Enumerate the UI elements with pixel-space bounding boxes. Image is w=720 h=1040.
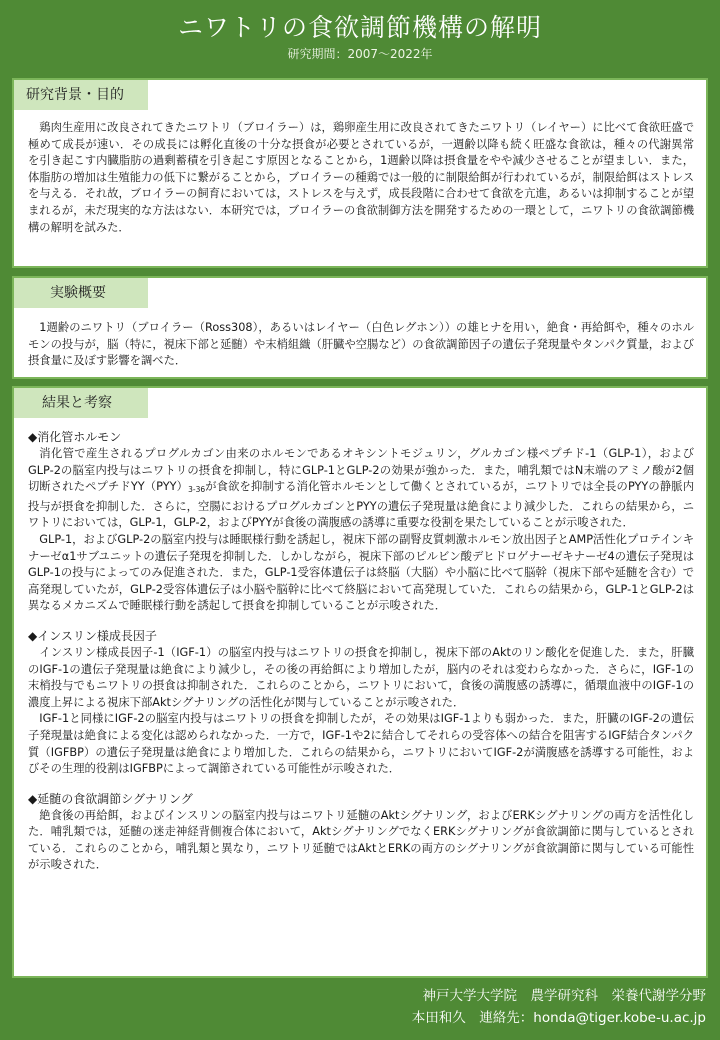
research-period: 研究期間：2007～2022年 xyxy=(287,47,433,61)
overview-paragraph: 1週齢のニワトリ（ブロイラー（Ross308），あるいはレイヤー（白色レグホン））の雄ヒナを用い，絶食・再給餌や，種々のホルモンの投与が，脳（特に，視床下部と延髄）や末梢組織（肝臓や空腸など）の食欲調節因子の遺伝子発現量やタンパク質量，および摂食量に及ぼす影響を調べた． xyxy=(28,321,694,368)
contact-text: 本田和久 連絡先：honda@tiger.kobe-u.ac.jp xyxy=(411,1010,706,1026)
results-section xyxy=(12,386,708,978)
section-heading: 結果と考察 xyxy=(14,388,148,418)
poster-header xyxy=(0,0,720,72)
poster-footer xyxy=(6,985,706,1029)
background-paragraph: 鶏肉生産用に改良されてきたニワトリ（ブロイラー）は，鶏卵産生用に改良されてきたニワトリ（レイヤー）に比べて食欲旺盛で極めて成長が速い．その成長には孵化直後の十分な摂食が必要とされているが，一週齢以降も続く旺盛な食欲は，種々の代謝異常を引き起こす内臓脂肪の過剰蓄積を引き起こす原因となることから，1週齢以降は摂食量をやや減少させることが望ましい．また，体脂肪の増加は生殖能力の低下に繋がることから，ブロイラーの種鶏では一般的に制限給餌が行われているが，制限給餌はストレスを与える．それ故，ブロイラーの飼育においては，ストレスを与えず，成長段階に合わせて食欲を亢進，あるいは抑制することが望まれるが，未だ現実的な方法はない．本研究では，ブロイラーの食欲制御方法を開発するための一環として，ニワトリの食欲調節機構の解明を試みた． xyxy=(28,121,694,234)
background-section xyxy=(12,78,708,268)
subsection-title: ◆消化管ホルモン xyxy=(28,430,122,444)
results-paragraph: インスリン様成長因子-1（IGF-1）の脳室内投与はニワトリの摂食を抑制し，視床下部のAktのリン酸化を促進した．また，肝臓のIGF-1の遺伝子発現量は絶食により減少し，その後の再給餌により増加したが，脳内のそれは変わらなかった．さらに，IGF-1の末梢投与でもニワトリの摂食は抑制された．これらのことから，ニワトリにおいて，食後の満腹感の誘導に，循環血液中のIGF-1の濃度上昇による視床下部Aktシグナリングの活性化が関与していることが示唆された． xyxy=(28,645,694,709)
section-heading: 実験概要 xyxy=(14,278,148,308)
section-heading: 研究背景・目的 xyxy=(14,80,148,110)
subscript: 3-36 xyxy=(188,485,206,495)
results-paragraph xyxy=(28,446,694,532)
page-title: ニワトリの食欲調節機構の解明 xyxy=(177,13,542,42)
results-paragraph: GLP-1，およびGLP-2の脳室内投与は睡眠様行動を誘起し，視床下部の副腎皮質刺激ホルモン放出因子とAMP活性化プロテインキナーゼα1サブユニットの遺伝子発現を抑制した．しかしながら，視床下部のピルビン酸デヒドロゲナーゼキナーゼ4の遺伝子発現はGLP-1の投与によってのみ促進された．また，GLP-1受容体遺伝子は終脳（大脳）や小脳に比べて脳幹（視床下部や延髄を含む）で高発現していたが，GLP-2受容体遺伝子は小脳や脳幹に比べて終脳において高発現していた．これらの結果から，GLP-1とGLP-2は異なるメカニズムで睡眠様行動を誘起して摂食を抑制していることが示唆された． xyxy=(28,532,694,613)
results-paragraph: 絶食後の再給餌，およびインスリンの脳室内投与はニワトリ延髄のAktシグナリング，およびERKシグナリングの両方を活性化した．哺乳類では，延髄の迷走神経背側複合体において，AktシグナリングでなくERKシグナリングが食欲調節に関与しているとされている．これらのことから，哺乳類と異なり，ニワトリ延髄ではAktとERKの両方のシグナリングが食欲調節に関与している可能性が示唆された． xyxy=(28,808,694,872)
subsection-title: ◆延髄の食欲調節シグナリング xyxy=(28,791,193,806)
text-run: が食欲を抑制する消化管ホルモンとして働くとされているが，ニワトリでは全長のPYYの静脈内投与が摂食を抑制した．さらに，空腸におけるプログルカゴンとPYYの遺伝子発現量は絶食により減少した．これらの結果から，ニワトリにおいては，GLP-1，GLP-2，およびPYYが食後の満腹感の誘導に重要な役割を果たしていることが示唆された． xyxy=(28,480,695,530)
affiliation-text: 神戸大学大学院 農学研究科 栄養代謝学分野 xyxy=(422,988,706,1004)
results-text xyxy=(28,428,694,874)
overview-text xyxy=(28,320,694,370)
results-paragraph: IGF-1と同様にIGF-2の脳室内投与はニワトリの摂食を抑制したが，その効果はIGF-1よりも弱かった．また，肝臓のIGF-2の遺伝子発現量は絶食による変化は認められなかった．一方で，IGF-1や2に結合してそれらの受容体への結合を阻害するIGF結合タンパク質（IGFBP）の遺伝子発現量は絶食により増加した．これらの結果から，ニワトリにおいてIGF-2が満腹感を誘導する可能性，およびその生理的役割はIGFBPによって調節されている可能性が示唆された． xyxy=(28,712,694,776)
subsection-title: ◆インスリン様成長因子 xyxy=(28,628,157,643)
background-text xyxy=(28,120,694,236)
overview-section xyxy=(12,276,708,379)
text-run: 消化管で産生されるプログルカゴン由来のホルモンであるオキシントモジュリン，グルカゴン様ペプチド-1（GLP-1），およびGLP-2の脳室内投与はニワトリの摂食を抑制し，特にGLP-1とGLP-2の効果が強かった．また，哺乳類ではN末端のアミノ酸が2個切断されたペプチドYY（PYY） xyxy=(28,447,694,494)
